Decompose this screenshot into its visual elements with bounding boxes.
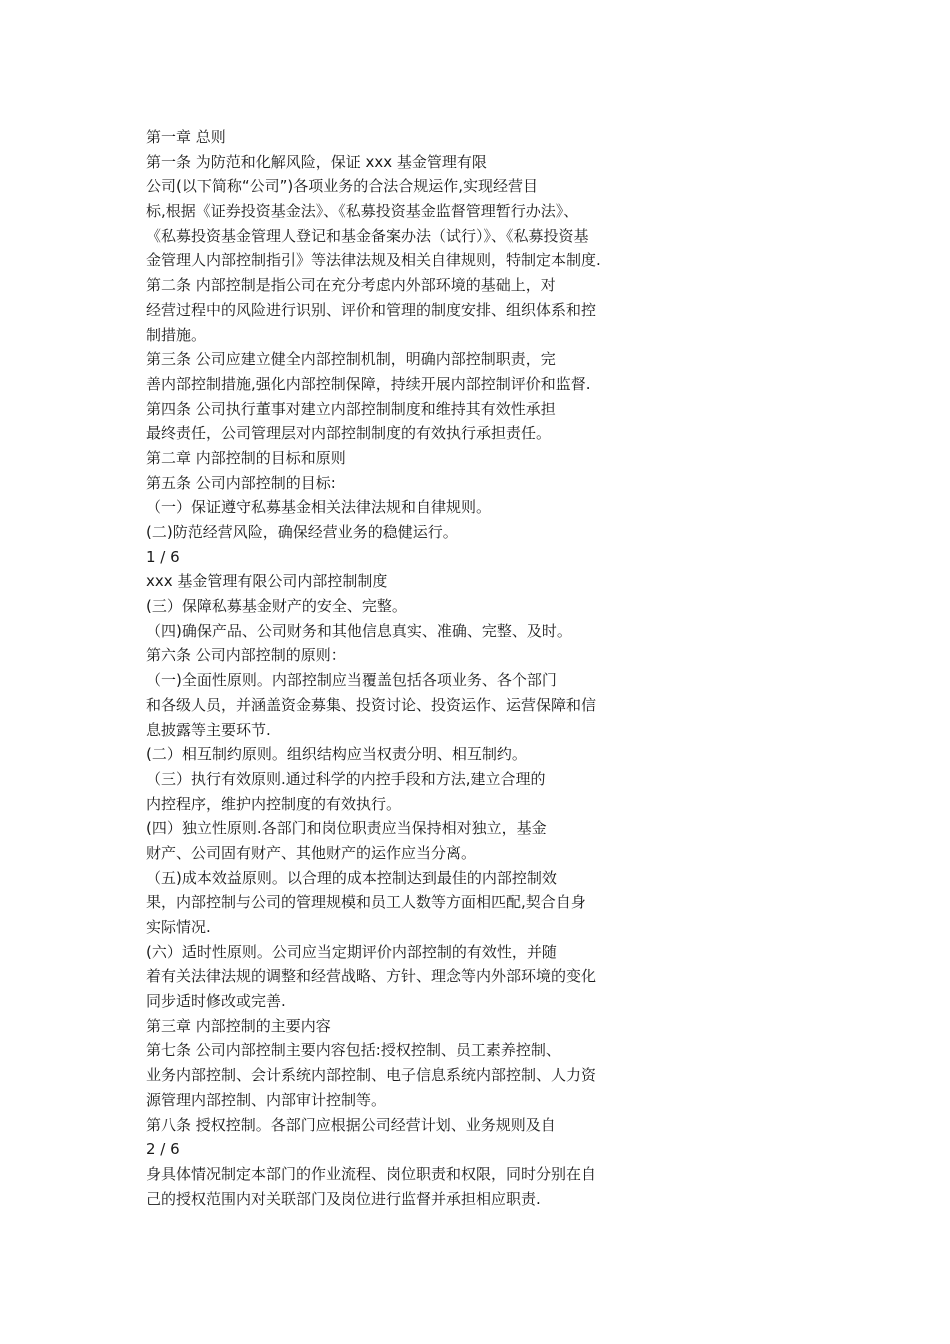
article-line: 制措施。 (146, 325, 207, 344)
article-line: 同步适时修改或完善. (146, 992, 286, 1011)
article-line: 金管理人内部控制指引》等法律法规及相关自律规则，特制定本制度. (146, 251, 601, 270)
article-line: 第一条 为防范和化解风险，保证 xxx 基金管理有限 (146, 152, 487, 171)
article-line: 源管理内部控制、内部审计控制等。 (146, 1090, 387, 1109)
article-line: 第四条 公司执行董事对建立内部控制制度和维持其有效性承担 (146, 399, 556, 418)
running-header: xxx 基金管理有限公司内部控制制度 (146, 572, 388, 591)
article-line: 财产、公司固有财产、其他财产的运作应当分离。 (146, 843, 477, 862)
article-line: 第七条 公司内部控制主要内容包括:授权控制、员工素养控制、 (146, 1041, 561, 1060)
chapter-heading: 第二章 内部控制的目标和原则 (146, 448, 346, 467)
article-line: 标,根据《证券投资基金法》、《私募投资基金监督管理暂行办法》、 (146, 202, 579, 221)
article-line: 着有关法律法规的调整和经营战略、方针、理念等内外部环境的变化 (146, 967, 597, 986)
article-line: （五)成本效益原则。以合理的成本控制达到最佳的内部控制效 (146, 868, 557, 887)
article-line: (三）保障私募基金财产的安全、完整。 (146, 597, 407, 616)
article-line: 和各级人员，并涵盖资金募集、投资讨论、投资运作、运营保障和信 (146, 695, 597, 714)
article-line: 第五条 公司内部控制的目标: (146, 473, 336, 492)
article-line: (二)防范经营风险，确保经营业务的稳健运行。 (146, 523, 458, 541)
page-number: 2 / 6 (146, 1140, 180, 1159)
page-number: 1 / 6 (146, 547, 180, 566)
article-line: 第六条 公司内部控制的原则： (146, 646, 346, 665)
article-line: 第三条 公司应建立健全内部控制机制，明确内部控制职责，完 (146, 350, 556, 369)
article-line: (二）相互制约原则。组织结构应当权责分明、相互制约。 (146, 745, 527, 764)
article-line: 公司(以下简称“公司”)各项业务的合法合规运作,实现经营目 (146, 177, 539, 196)
article-line: 实际情况. (146, 918, 211, 936)
article-line: 息披露等主要环节. (146, 720, 271, 739)
chapter-heading: 第三章 内部控制的主要内容 (146, 1016, 331, 1035)
article-line: 《私募投资基金管理人登记和基金备案办法（试行）》、《私募投资基 (146, 226, 589, 245)
article-line: 善内部控制措施,强化内部控制保障，持续开展内部控制评价和监督. (146, 374, 591, 393)
article-line: (六）适时性原则。公司应当定期评价内部控制的有效性，并随 (146, 942, 557, 961)
document-body (146, 125, 686, 1211)
chapter-heading: 第一章 总则 (146, 128, 226, 146)
article-line: 内控程序，维护内控制度的有效执行。 (146, 794, 402, 813)
article-line: （一)全面性原则。内部控制应当覆盖包括各项业务、各个部门 (146, 671, 557, 690)
article-line: （四)确保产品、公司财务和其他信息真实、准确、完整、及时。 (146, 621, 572, 640)
article-line: 身具体情况制定本部门的作业流程、岗位职责和权限，同时分别在自 (146, 1164, 597, 1183)
article-line: 第二条 内部控制是指公司在充分考虑内外部环境的基础上，对 (146, 276, 556, 295)
article-line: (四）独立性原则.各部门和岗位职责应当保持相对独立，基金 (146, 819, 547, 838)
article-line: 经营过程中的风险进行识别、评价和管理的制度安排、组织体系和控 (146, 300, 597, 319)
article-line: 己的授权范围内对关联部门及岗位进行监督并承担相应职责. (146, 1189, 541, 1208)
article-line: 业务内部控制、会计系统内部控制、电子信息系统内部控制、人力资 (146, 1066, 597, 1085)
article-line: （一）保证遵守私募基金相关法律法规和自律规则。 (146, 498, 492, 517)
article-line: 果，内部控制与公司的管理规模和员工人数等方面相匹配,契合自身 (146, 893, 586, 912)
article-line: 第八条 授权控制。各部门应根据公司经营计划、业务规则及自 (146, 1115, 556, 1134)
article-line: 最终责任，公司管理层对内部控制制度的有效执行承担责任。 (146, 424, 552, 443)
article-line: （三）执行有效原则.通过科学的内控手段和方法,建立合理的 (146, 769, 546, 788)
